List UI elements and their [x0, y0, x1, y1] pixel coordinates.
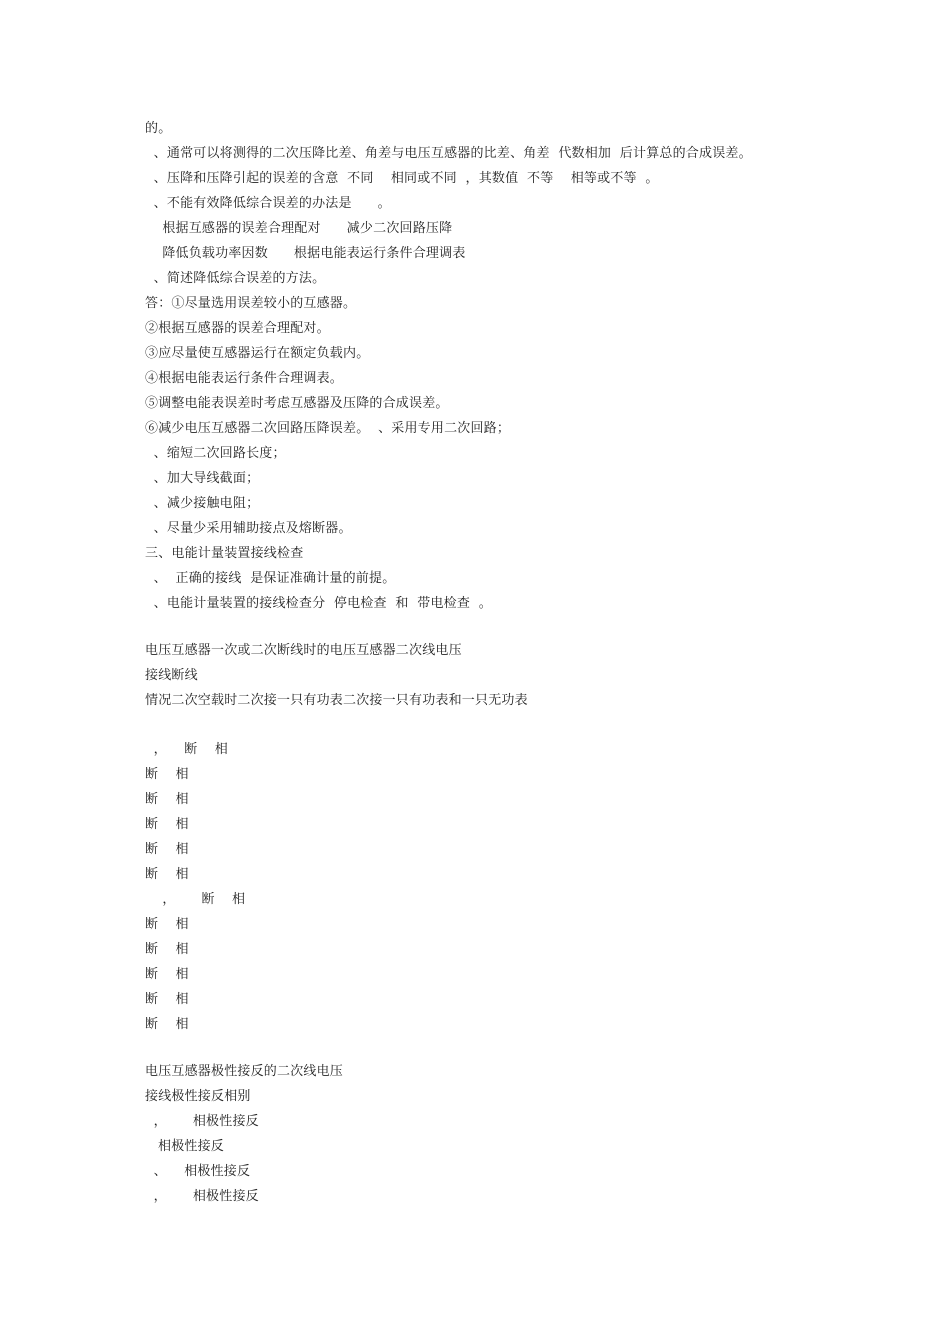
text-line: 根据互感器的误差合理配对 减少二次回路压降 [145, 221, 453, 236]
text-line: 、电能计量装置的接线检查分 停电检查 和 带电检查 。 [145, 596, 492, 611]
table-row: ， 相极性接反 [145, 1189, 259, 1204]
table-row: 断 相 [145, 942, 189, 957]
table-row: ， 断 相 [145, 892, 246, 907]
table-header: 情况二次空载时二次接一只有功表二次接一只有功表和一只无功表 [145, 693, 528, 708]
text-line: 降低负载功率因数 根据电能表运行条件合理调表 [145, 246, 466, 261]
table-header: 接线断线 [145, 668, 198, 683]
text-line: ⑥减少电压互感器二次回路压降误差。 、采用专用二次回路； [145, 421, 511, 436]
text-line: 、减少接触电阻； [145, 496, 260, 511]
text-line: 的。 [145, 121, 172, 136]
table-row: 断 相 [145, 792, 189, 807]
text-line: 、 正确的接线 是保证准确计量的前提。 [145, 571, 396, 586]
text-line: 答：①尽量选用误差较小的互感器。 [145, 296, 357, 311]
text-line: 、加大导线截面； [145, 471, 260, 486]
text-line: 、通常可以将测得的二次压降比差、角差与电压互感器的比差、角差 代数相加 后计算总的合成误差。 [145, 146, 752, 161]
table-row: 断 相 [145, 1017, 189, 1032]
table-row: ， 断 相 [145, 742, 228, 757]
section-heading: 三、电能计量装置接线检查 [145, 546, 304, 561]
table-row: 、 相极性接反 [145, 1164, 251, 1179]
table-row: 断 相 [145, 992, 189, 1007]
text-line: 、简述降低综合误差的方法。 [145, 271, 326, 286]
table-row: 断 相 [145, 767, 189, 782]
table-row: 相极性接反 [145, 1139, 224, 1154]
table-row: 断 相 [145, 867, 189, 882]
table-row: 断 相 [145, 917, 189, 932]
text-line: 、缩短二次回路长度； [145, 446, 286, 461]
text-line: ⑤调整电能表误差时考虑互感器及压降的合成误差。 [145, 396, 449, 411]
table-row: 断 相 [145, 842, 189, 857]
table-caption: 电压互感器极性接反的二次线电压 [145, 1064, 344, 1079]
text-line: ③应尽量使互感器运行在额定负载内。 [145, 346, 370, 361]
text-line: 、不能有效降低综合误差的办法是 。 [145, 196, 391, 211]
text-line: ②根据互感器的误差合理配对。 [145, 321, 330, 336]
table-header: 接线极性接反相别 [145, 1089, 251, 1104]
table-row: ， 相极性接反 [145, 1114, 259, 1129]
table-row: 断 相 [145, 817, 189, 832]
text-line: ④根据电能表运行条件合理调表。 [145, 371, 344, 386]
table-row: 断 相 [145, 967, 189, 982]
text-line: 、尽量少采用辅助接点及熔断器。 [145, 521, 352, 536]
text-line: 、压降和压降引起的误差的含意 不同 相同或不同 ，其数值 不等 相等或不等 。 [145, 171, 659, 186]
table-caption: 电压互感器一次或二次断线时的电压互感器二次线电压 [145, 643, 462, 658]
